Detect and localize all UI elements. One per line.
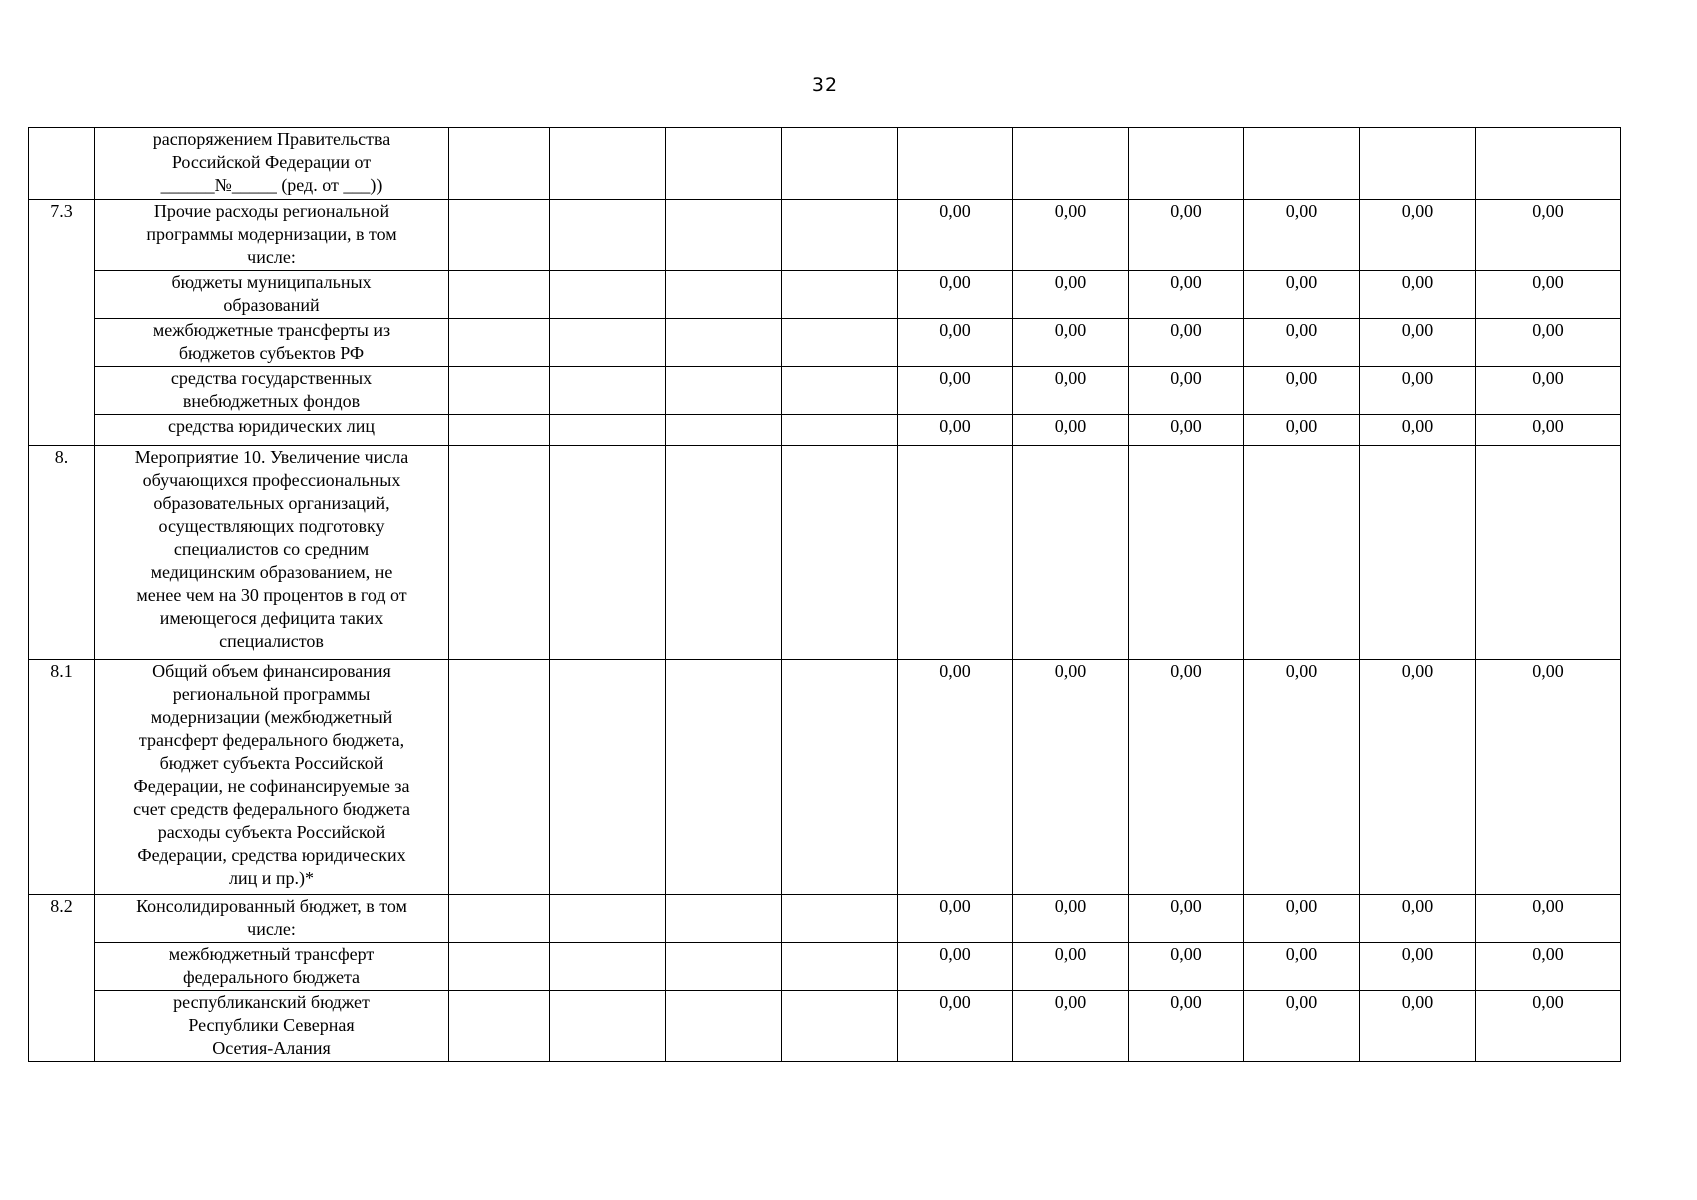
description-line: Общий объем финансирования [152, 661, 391, 681]
table-row [29, 367, 1621, 415]
table-row [29, 319, 1621, 367]
description-line: Федерации, средства юридических [137, 845, 406, 865]
empty-cell [666, 367, 782, 415]
value-cell: 0,00 [1129, 200, 1244, 271]
empty-cell [550, 200, 666, 271]
value-cell: 0,00 [1013, 943, 1129, 991]
value-cell: 0,00 [1013, 415, 1129, 446]
table-row [29, 943, 1621, 991]
row-number-cell: 7.3 [29, 200, 95, 446]
table-body [29, 128, 1621, 1062]
description-cell [95, 943, 449, 991]
empty-cell [550, 319, 666, 367]
empty-cell [666, 943, 782, 991]
value-cell: 0,00 [1360, 319, 1476, 367]
value-cell: 0,00 [898, 943, 1013, 991]
value-cell: 0,00 [1476, 991, 1621, 1062]
value-cell: 0,00 [1244, 991, 1360, 1062]
empty-cell [449, 895, 550, 943]
table-row [29, 200, 1621, 271]
description-cell [95, 128, 449, 200]
description-line: ______№_____ (ред. от ___)) [160, 175, 383, 195]
description-line: Российской Федерации от [171, 152, 372, 172]
value-cell: 0,00 [1013, 200, 1129, 271]
value-cell: 0,00 [1129, 319, 1244, 367]
empty-cell [782, 367, 898, 415]
empty-cell [449, 415, 550, 446]
value-cell: 0,00 [1476, 319, 1621, 367]
row-number-cell [29, 128, 95, 200]
empty-cell [666, 660, 782, 895]
value-cell [1476, 446, 1621, 660]
value-cell [1129, 128, 1244, 200]
value-cell: 0,00 [1244, 415, 1360, 446]
value-cell [1244, 128, 1360, 200]
empty-cell [449, 991, 550, 1062]
empty-cell [782, 991, 898, 1062]
value-cell: 0,00 [1476, 895, 1621, 943]
description-cell [95, 660, 449, 895]
empty-cell [782, 415, 898, 446]
empty-cell [782, 319, 898, 367]
empty-cell [449, 128, 550, 200]
value-cell: 0,00 [898, 660, 1013, 895]
empty-cell [666, 200, 782, 271]
value-cell [1244, 446, 1360, 660]
description-line: расходы субъекта Российской [157, 822, 386, 842]
value-cell: 0,00 [1244, 895, 1360, 943]
empty-cell [550, 415, 666, 446]
value-cell: 0,00 [1476, 200, 1621, 271]
description-line: бюджет субъекта Российской [159, 753, 384, 773]
description-cell [95, 895, 449, 943]
description-cell [95, 319, 449, 367]
description-line: специалистов [219, 631, 324, 651]
value-cell: 0,00 [1129, 991, 1244, 1062]
value-cell: 0,00 [1244, 943, 1360, 991]
description-line: осуществляющих подготовку [158, 516, 385, 536]
description-line: бюджеты муниципальных [171, 272, 372, 292]
description-line: внебюджетных фондов [182, 391, 361, 411]
empty-cell [782, 128, 898, 200]
value-cell: 0,00 [1360, 660, 1476, 895]
description-line: образовательных организаций, [153, 493, 390, 513]
empty-cell [449, 943, 550, 991]
description-line: числе: [247, 919, 296, 939]
value-cell [1013, 128, 1129, 200]
empty-cell [666, 446, 782, 660]
description-line: счет средств федерального бюджета [133, 799, 410, 819]
value-cell: 0,00 [1360, 200, 1476, 271]
empty-cell [550, 660, 666, 895]
value-cell: 0,00 [1129, 660, 1244, 895]
empty-cell [782, 895, 898, 943]
description-line: региональной программы [172, 684, 371, 704]
value-cell: 0,00 [1360, 271, 1476, 319]
empty-cell [449, 200, 550, 271]
empty-cell [666, 415, 782, 446]
value-cell: 0,00 [1013, 660, 1129, 895]
value-cell: 0,00 [1476, 367, 1621, 415]
empty-cell [666, 271, 782, 319]
description-line: Республики Северная [188, 1015, 355, 1035]
empty-cell [449, 660, 550, 895]
value-cell: 0,00 [1244, 367, 1360, 415]
empty-cell [449, 367, 550, 415]
description-line: обучающихся профессиональных [142, 470, 401, 490]
value-cell: 0,00 [1129, 895, 1244, 943]
value-cell: 0,00 [1244, 660, 1360, 895]
empty-cell [449, 319, 550, 367]
financing-table [28, 127, 1621, 1062]
table-row [29, 128, 1621, 200]
value-cell: 0,00 [1013, 895, 1129, 943]
value-cell: 0,00 [898, 200, 1013, 271]
description-line: республиканский бюджет [173, 992, 370, 1012]
value-cell [1476, 128, 1621, 200]
empty-cell [449, 271, 550, 319]
description-cell [95, 415, 449, 446]
description-line: межбюджетный трансферт [168, 944, 375, 964]
value-cell: 0,00 [1244, 271, 1360, 319]
description-cell [95, 446, 449, 660]
empty-cell [550, 895, 666, 943]
description-line: Консолидированный бюджет, в том [136, 896, 407, 916]
empty-cell [550, 943, 666, 991]
row-number-cell: 8.1 [29, 660, 95, 895]
value-cell: 0,00 [1013, 367, 1129, 415]
value-cell [1129, 446, 1244, 660]
value-cell [1013, 446, 1129, 660]
empty-cell [550, 446, 666, 660]
value-cell: 0,00 [898, 319, 1013, 367]
value-cell: 0,00 [1013, 991, 1129, 1062]
description-line: специалистов со средним [173, 539, 370, 559]
row-number-cell: 8.2 [29, 895, 95, 1062]
value-cell: 0,00 [1360, 943, 1476, 991]
empty-cell [666, 319, 782, 367]
value-cell: 0,00 [1244, 319, 1360, 367]
description-line: менее чем на 30 процентов в год от [136, 585, 407, 605]
value-cell: 0,00 [1129, 943, 1244, 991]
description-line: образований [223, 295, 320, 315]
value-cell: 0,00 [898, 895, 1013, 943]
value-cell [898, 446, 1013, 660]
description-cell [95, 991, 449, 1062]
empty-cell [550, 991, 666, 1062]
value-cell: 0,00 [1476, 943, 1621, 991]
empty-cell [782, 660, 898, 895]
description-cell [95, 200, 449, 271]
value-cell: 0,00 [898, 415, 1013, 446]
description-line: федерального бюджета [182, 967, 361, 987]
description-line: числе: [247, 247, 296, 267]
value-cell: 0,00 [1013, 271, 1129, 319]
description-line: медицинским образованием, не [150, 562, 393, 582]
value-cell: 0,00 [1244, 200, 1360, 271]
value-cell: 0,00 [898, 367, 1013, 415]
description-line: бюджетов субъектов РФ [178, 343, 365, 363]
description-line: Федерации, не софинансируемые за [133, 776, 410, 796]
value-cell [898, 128, 1013, 200]
table-row [29, 991, 1621, 1062]
table-row [29, 660, 1621, 895]
value-cell: 0,00 [898, 991, 1013, 1062]
description-line: лиц и пр.)* [228, 868, 314, 888]
value-cell: 0,00 [1129, 367, 1244, 415]
empty-cell [782, 200, 898, 271]
table-row [29, 895, 1621, 943]
description-cell [95, 367, 449, 415]
description-line: Осетия-Алания [212, 1038, 331, 1058]
value-cell: 0,00 [1360, 415, 1476, 446]
value-cell: 0,00 [1476, 415, 1621, 446]
description-line: Прочие расходы региональной [153, 201, 390, 221]
value-cell: 0,00 [1476, 660, 1621, 895]
value-cell: 0,00 [1360, 367, 1476, 415]
empty-cell [666, 991, 782, 1062]
description-line: средства государственных [170, 368, 373, 388]
page-number: 32 [811, 74, 839, 96]
value-cell: 0,00 [1476, 271, 1621, 319]
empty-cell [550, 271, 666, 319]
empty-cell [782, 943, 898, 991]
value-cell [1360, 128, 1476, 200]
value-cell: 0,00 [1129, 415, 1244, 446]
empty-cell [666, 128, 782, 200]
value-cell: 0,00 [898, 271, 1013, 319]
description-line: средства юридических лиц [168, 416, 375, 436]
empty-cell [666, 895, 782, 943]
value-cell: 0,00 [1360, 991, 1476, 1062]
value-cell: 0,00 [1360, 895, 1476, 943]
description-line: программы модернизации, в том [146, 224, 397, 244]
description-line: Мероприятие 10. Увеличение числа [134, 447, 409, 467]
empty-cell [782, 446, 898, 660]
description-cell [95, 271, 449, 319]
empty-cell [782, 271, 898, 319]
value-cell [1360, 446, 1476, 660]
description-line: модернизации (межбюджетный [150, 707, 393, 727]
description-line: распоряжением Правительства [152, 129, 391, 149]
description-line: межбюджетные трансферты из [152, 320, 391, 340]
table-row [29, 446, 1621, 660]
empty-cell [550, 128, 666, 200]
description-line: имеющегося дефицита таких [159, 608, 384, 628]
row-number-cell: 8. [29, 446, 95, 660]
description-line: трансферт федерального бюджета, [138, 730, 405, 750]
value-cell: 0,00 [1013, 319, 1129, 367]
table-row [29, 271, 1621, 319]
table-row [29, 415, 1621, 446]
empty-cell [550, 367, 666, 415]
value-cell: 0,00 [1129, 271, 1244, 319]
empty-cell [449, 446, 550, 660]
